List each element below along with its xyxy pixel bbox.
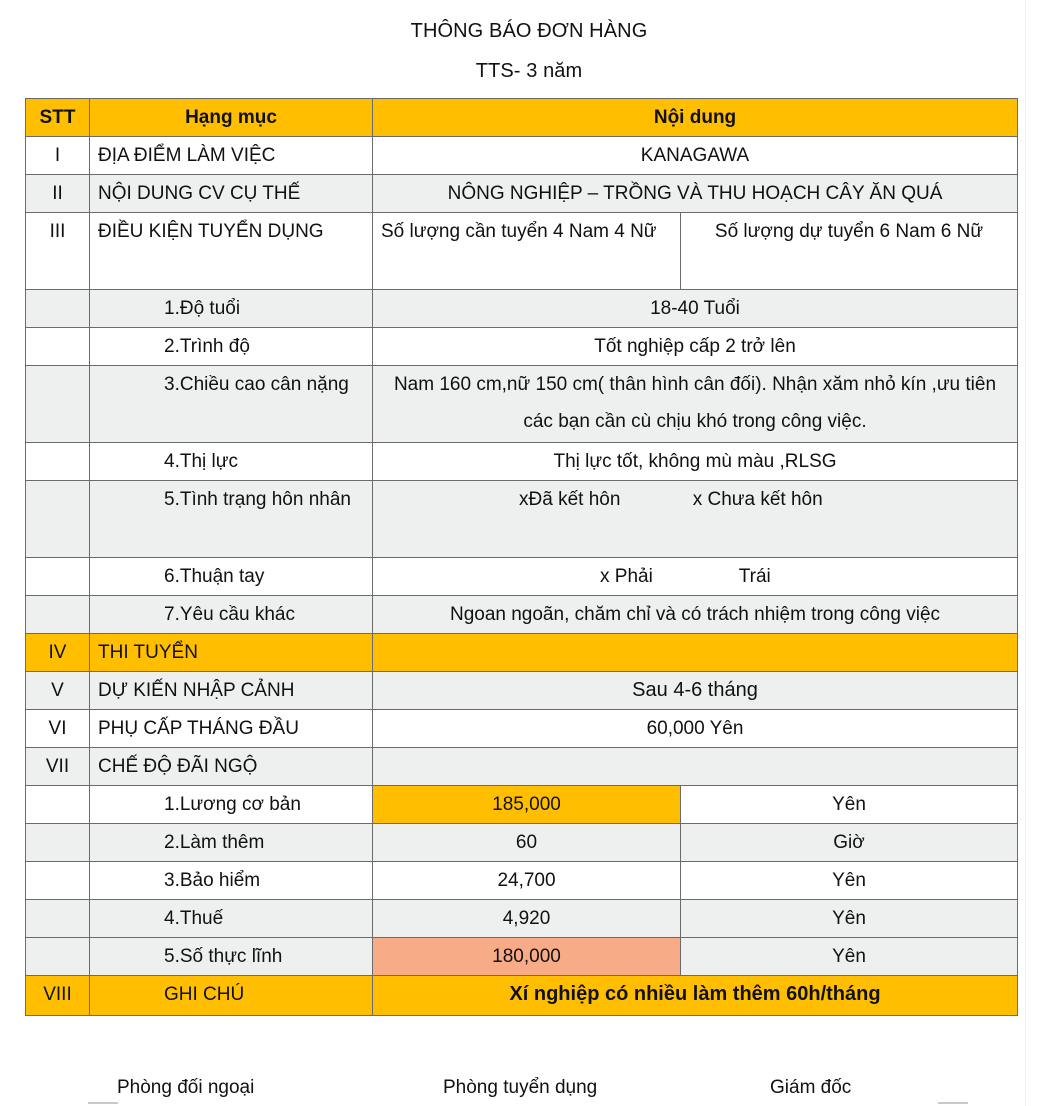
document-title: THÔNG BÁO ĐƠN HÀNG bbox=[410, 20, 648, 42]
order-table bbox=[25, 98, 1018, 1016]
signature-line bbox=[88, 1102, 118, 1104]
section-row bbox=[26, 710, 1018, 748]
benefit-amount: 185,000 bbox=[373, 786, 681, 824]
benefit-unit: Yên bbox=[681, 786, 1018, 824]
row-category: ĐIỀU KIỆN TUYỂN DỤNG bbox=[90, 213, 373, 290]
row-category: THI TUYỂN bbox=[90, 634, 373, 672]
row-stt: VI bbox=[26, 710, 90, 748]
condition-label: 7.Yêu cầu khác bbox=[90, 596, 373, 634]
row-category: DỰ KIẾN NHẬP CẢNH bbox=[90, 672, 373, 710]
condition-label: 6.Thuận tay bbox=[90, 558, 373, 596]
table-header-row bbox=[26, 99, 1018, 137]
condition-label: 4.Thị lực bbox=[90, 443, 373, 481]
condition-label: 1.Độ tuổi bbox=[90, 290, 373, 328]
header-stt: STT bbox=[26, 99, 90, 137]
marital-options bbox=[373, 481, 1018, 558]
condition-label: 3.Chiều cao cân nặng bbox=[90, 366, 373, 443]
condition-row bbox=[26, 290, 1018, 328]
condition-label: 5.Tình trạng hôn nhân bbox=[90, 481, 373, 558]
benefit-row bbox=[26, 900, 1018, 938]
benefit-unit: Yên bbox=[681, 938, 1018, 976]
row-stt: III bbox=[26, 213, 90, 290]
condition-row bbox=[26, 596, 1018, 634]
row-category: PHỤ CẤP THÁNG ĐẦU bbox=[90, 710, 373, 748]
row-content bbox=[373, 634, 1018, 672]
condition-value: Thị lực tốt, không mù màu ,RLSG bbox=[373, 443, 1018, 481]
row-category: NỘI DUNG CV CỤ THẾ bbox=[90, 175, 373, 213]
hand-option-right: x Phải bbox=[600, 566, 653, 587]
hand-option-left: Trái bbox=[738, 566, 771, 587]
row-category: GHI CHÚ bbox=[90, 976, 373, 1016]
condition-value: Tốt nghiệp cấp 2 trở lên bbox=[373, 328, 1018, 366]
benefit-label: 4.Thuế bbox=[90, 900, 373, 938]
row-stt: II bbox=[26, 175, 90, 213]
recruit-quota: Số lượng cần tuyển 4 Nam 4 Nữ bbox=[373, 213, 681, 290]
section-row bbox=[26, 672, 1018, 710]
marital-option-married: xĐã kết hôn bbox=[519, 489, 621, 510]
note-row bbox=[26, 976, 1018, 1016]
condition-row bbox=[26, 481, 1018, 558]
row-stt: V bbox=[26, 672, 90, 710]
row-content: Sau 4-6 tháng bbox=[373, 672, 1018, 710]
benefit-unit: Yên bbox=[681, 862, 1018, 900]
condition-row bbox=[26, 443, 1018, 481]
table-row bbox=[26, 213, 1018, 290]
signature-recruitment: Phòng tuyển dụng bbox=[443, 1077, 598, 1098]
row-content: NÔNG NGHIỆP – TRỒNG VÀ THU HOẠCH CÂY ĂN QUÁ bbox=[373, 175, 1018, 213]
row-category: CHẾ ĐỘ ĐÃI NGỘ bbox=[90, 748, 373, 786]
signature-external-relations: Phòng đối ngoại bbox=[117, 1077, 255, 1098]
signature-line bbox=[938, 1102, 968, 1104]
section-row bbox=[26, 634, 1018, 672]
row-stt: VII bbox=[26, 748, 90, 786]
condition-value: Nam 160 cm,nữ 150 cm( thân hình cân đối). Nhận xăm nhỏ kín ,ưu tiên các bạn cần cù chịu khó trong công việc. bbox=[373, 366, 1018, 443]
note-content: Xí nghiệp có nhiều làm thêm 60h/tháng bbox=[373, 976, 1018, 1016]
header-content: Nội dung bbox=[373, 99, 1018, 137]
benefit-label: 1.Lương cơ bản bbox=[90, 786, 373, 824]
condition-row bbox=[26, 558, 1018, 596]
benefit-label: 5.Số thực lĩnh bbox=[90, 938, 373, 976]
handedness-options bbox=[373, 558, 1018, 596]
row-content bbox=[373, 748, 1018, 786]
benefit-row bbox=[26, 938, 1018, 976]
header-category: Hạng mục bbox=[90, 99, 373, 137]
benefit-amount: 180,000 bbox=[373, 938, 681, 976]
condition-row bbox=[26, 366, 1018, 443]
benefit-amount: 60 bbox=[373, 824, 681, 862]
row-category: ĐỊA ĐIỂM LÀM VIỆC bbox=[90, 137, 373, 175]
row-stt: I bbox=[26, 137, 90, 175]
condition-label: 2.Trình độ bbox=[90, 328, 373, 366]
condition-value: 18-40 Tuổi bbox=[373, 290, 1018, 328]
benefit-label: 2.Làm thêm bbox=[90, 824, 373, 862]
section-row bbox=[26, 748, 1018, 786]
table-row bbox=[26, 137, 1018, 175]
benefit-row bbox=[26, 824, 1018, 862]
condition-value: Ngoan ngoãn, chăm chỉ và có trách nhiệm trong công việc bbox=[373, 596, 1018, 634]
benefit-amount: 24,700 bbox=[373, 862, 681, 900]
benefit-row bbox=[26, 786, 1018, 824]
benefit-row bbox=[26, 862, 1018, 900]
signature-row bbox=[0, 1077, 1042, 1106]
table-row bbox=[26, 175, 1018, 213]
condition-row bbox=[26, 328, 1018, 366]
marital-option-single: x Chưa kết hôn bbox=[692, 489, 823, 510]
signature-director: Giám đốc bbox=[770, 1077, 852, 1098]
row-stt: VIII bbox=[26, 976, 90, 1016]
page-edge bbox=[1025, 0, 1026, 1106]
benefit-amount: 4,920 bbox=[373, 900, 681, 938]
row-content: KANAGAWA bbox=[373, 137, 1018, 175]
benefit-label: 3.Bảo hiểm bbox=[90, 862, 373, 900]
benefit-unit: Giờ bbox=[681, 824, 1018, 862]
benefit-unit: Yên bbox=[681, 900, 1018, 938]
candidate-quota: Số lượng dự tuyển 6 Nam 6 Nữ bbox=[681, 213, 1018, 290]
row-stt: IV bbox=[26, 634, 90, 672]
row-content: 60,000 Yên bbox=[373, 710, 1018, 748]
document-subtitle: TTS- 3 năm bbox=[475, 60, 583, 82]
